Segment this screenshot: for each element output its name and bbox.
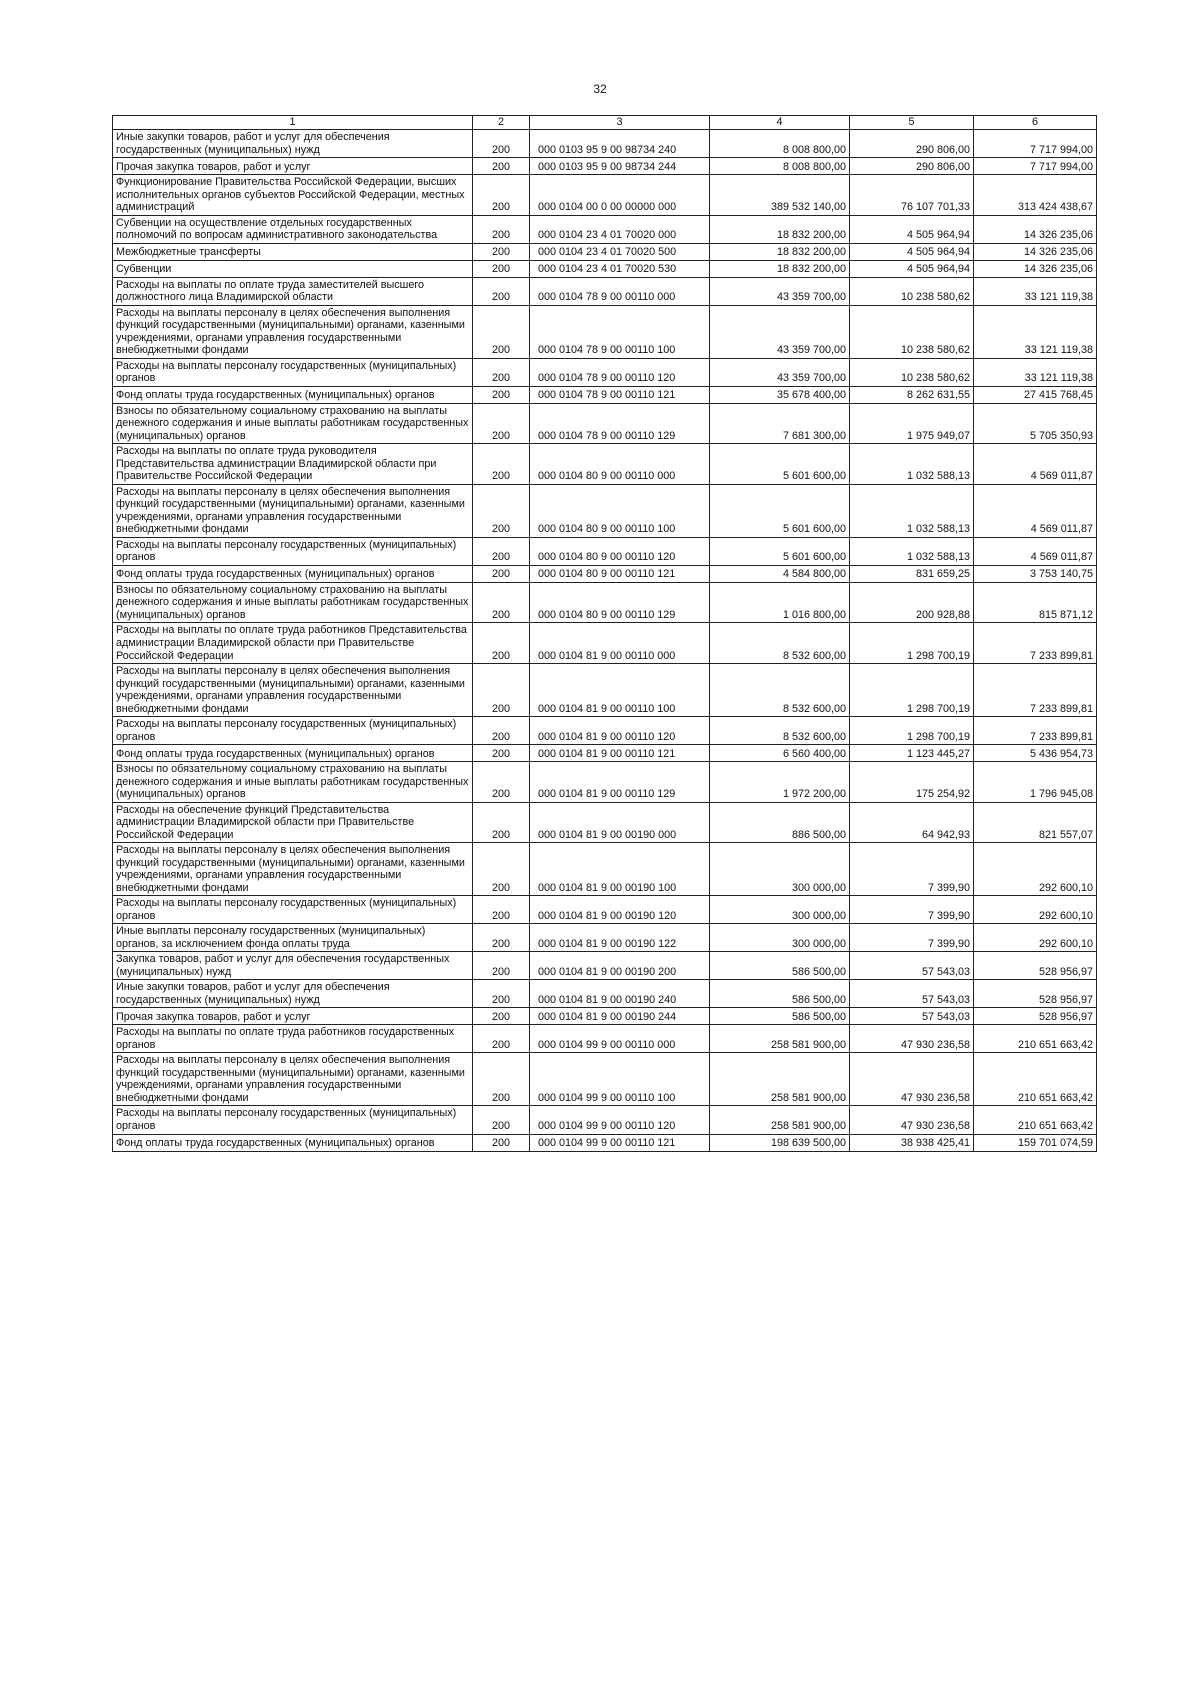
table-row [113,243,1097,260]
row-approved-amount-cell: 18 832 200,00 [710,260,850,277]
row-classification-code-cell: 000 0104 81 9 00 00190 120 [530,896,710,924]
row-approved-amount-cell: 8 532 600,00 [710,623,850,664]
row-unexecuted-amount-cell: 313 424 438,67 [974,175,1097,216]
table-row [113,537,1097,565]
row-code-cell: 200 [473,802,530,843]
row-executed-amount-cell: 47 930 236,58 [850,1025,974,1053]
row-approved-amount-cell: 886 500,00 [710,802,850,843]
row-executed-amount-cell: 4 505 964,94 [850,243,974,260]
row-code-cell: 200 [473,664,530,717]
row-executed-amount-cell: 175 254,92 [850,762,974,803]
row-name-cell: Межбюджетные трансферты [113,243,473,260]
row-name-cell: Расходы на выплаты персоналу государственных (муниципальных) органов [113,896,473,924]
row-code-cell: 200 [473,924,530,952]
table-row [113,1134,1097,1151]
table-row [113,924,1097,952]
row-classification-code-cell: 000 0104 78 9 00 00110 000 [530,277,710,305]
row-classification-code-cell: 000 0104 81 9 00 00190 240 [530,980,710,1008]
row-unexecuted-amount-cell: 7 233 899,81 [974,623,1097,664]
row-approved-amount-cell: 8 008 800,00 [710,158,850,175]
table-row [113,277,1097,305]
row-code-cell: 200 [473,260,530,277]
row-approved-amount-cell: 1 972 200,00 [710,762,850,803]
row-code-cell: 200 [473,1025,530,1053]
row-unexecuted-amount-cell: 7 233 899,81 [974,664,1097,717]
row-unexecuted-amount-cell: 14 326 235,06 [974,260,1097,277]
table-row [113,1106,1097,1134]
row-code-cell: 200 [473,843,530,896]
row-code-cell: 200 [473,582,530,623]
table-row [113,403,1097,444]
row-code-cell: 200 [473,565,530,582]
table-row [113,952,1097,980]
row-name-cell: Расходы на выплаты по оплате труда руководителя Представительства администрации Владимирской области при Правительстве Российской Федерации [113,444,473,485]
row-classification-code-cell: 000 0104 99 9 00 00110 120 [530,1106,710,1134]
row-approved-amount-cell: 18 832 200,00 [710,243,850,260]
row-approved-amount-cell: 43 359 700,00 [710,277,850,305]
row-executed-amount-cell: 1 298 700,19 [850,623,974,664]
row-classification-code-cell: 000 0104 80 9 00 00110 100 [530,484,710,537]
row-classification-code-cell: 000 0104 78 9 00 00110 100 [530,305,710,358]
row-name-cell: Расходы на выплаты персоналу государственных (муниципальных) органов [113,358,473,386]
row-approved-amount-cell: 258 581 900,00 [710,1053,850,1106]
row-executed-amount-cell: 1 975 949,07 [850,403,974,444]
row-classification-code-cell: 000 0104 81 9 00 00110 100 [530,664,710,717]
row-approved-amount-cell: 43 359 700,00 [710,305,850,358]
row-name-cell: Расходы на выплаты персоналу в целях обеспечения выполнения функций государственными (муниципальными) органами, казенными учреждениями, органами управления государственными внебюджетными фондами [113,664,473,717]
row-executed-amount-cell: 1 032 588,13 [850,444,974,485]
row-code-cell: 200 [473,1053,530,1106]
row-unexecuted-amount-cell: 7 717 994,00 [974,130,1097,158]
row-name-cell: Расходы на выплаты по оплате труда заместителей высшего должностного лица Владимирской области [113,277,473,305]
table-row [113,980,1097,1008]
row-executed-amount-cell: 10 238 580,62 [850,305,974,358]
table-row [113,664,1097,717]
row-executed-amount-cell: 38 938 425,41 [850,1134,974,1151]
row-name-cell: Фонд оплаты труда государственных (муниципальных) органов [113,386,473,403]
row-code-cell: 200 [473,952,530,980]
row-classification-code-cell: 000 0104 81 9 00 00190 200 [530,952,710,980]
row-executed-amount-cell: 47 930 236,58 [850,1053,974,1106]
row-executed-amount-cell: 1 298 700,19 [850,717,974,745]
row-name-cell: Расходы на обеспечение функций Представительства администрации Владимирской области при Правительстве Российской Федерации [113,802,473,843]
table-row [113,260,1097,277]
row-classification-code-cell: 000 0103 95 9 00 98734 240 [530,130,710,158]
row-code-cell: 200 [473,403,530,444]
row-classification-code-cell: 000 0104 00 0 00 00000 000 [530,175,710,216]
row-name-cell: Фонд оплаты труда государственных (муниципальных) органов [113,1134,473,1151]
row-code-cell: 200 [473,305,530,358]
row-name-cell: Расходы на выплаты персоналу в целях обеспечения выполнения функций государственными (муниципальными) органами, казенными учреждениями, органами управления государственными внебюджетными фондами [113,484,473,537]
row-approved-amount-cell: 5 601 600,00 [710,444,850,485]
table-row [113,762,1097,803]
row-approved-amount-cell: 586 500,00 [710,1008,850,1025]
row-classification-code-cell: 000 0104 81 9 00 00190 122 [530,924,710,952]
row-approved-amount-cell: 4 584 800,00 [710,565,850,582]
row-code-cell: 200 [473,745,530,762]
row-unexecuted-amount-cell: 4 569 011,87 [974,444,1097,485]
row-code-cell: 200 [473,158,530,175]
table-row [113,1025,1097,1053]
row-classification-code-cell: 000 0104 80 9 00 00110 121 [530,565,710,582]
row-name-cell: Расходы на выплаты персоналу в целях обеспечения выполнения функций государственными (муниципальными) органами, казенными учреждениями, органами управления государственными внебюджетными фондами [113,1053,473,1106]
row-approved-amount-cell: 586 500,00 [710,980,850,1008]
row-classification-code-cell: 000 0104 99 9 00 00110 121 [530,1134,710,1151]
row-unexecuted-amount-cell: 159 701 074,59 [974,1134,1097,1151]
column-header-3: 3 [530,116,710,130]
row-unexecuted-amount-cell: 33 121 119,38 [974,277,1097,305]
column-header-1: 1 [113,116,473,130]
row-unexecuted-amount-cell: 33 121 119,38 [974,358,1097,386]
row-name-cell: Иные закупки товаров, работ и услуг для обеспечения государственных (муниципальных) нужд [113,980,473,1008]
row-executed-amount-cell: 76 107 701,33 [850,175,974,216]
row-executed-amount-cell: 831 659,25 [850,565,974,582]
row-code-cell: 200 [473,484,530,537]
row-approved-amount-cell: 18 832 200,00 [710,215,850,243]
row-unexecuted-amount-cell: 292 600,10 [974,924,1097,952]
row-code-cell: 200 [473,717,530,745]
row-executed-amount-cell: 10 238 580,62 [850,358,974,386]
row-executed-amount-cell: 1 298 700,19 [850,664,974,717]
row-unexecuted-amount-cell: 27 415 768,45 [974,386,1097,403]
row-code-cell: 200 [473,1106,530,1134]
table-row [113,444,1097,485]
row-name-cell: Взносы по обязательному социальному страхованию на выплаты денежного содержания и иные выплаты работникам государственных (муниципальных) органов [113,403,473,444]
table-row [113,717,1097,745]
row-approved-amount-cell: 389 532 140,00 [710,175,850,216]
row-unexecuted-amount-cell: 5 705 350,93 [974,403,1097,444]
row-classification-code-cell: 000 0104 80 9 00 00110 000 [530,444,710,485]
row-unexecuted-amount-cell: 815 871,12 [974,582,1097,623]
row-classification-code-cell: 000 0104 78 9 00 00110 120 [530,358,710,386]
row-classification-code-cell: 000 0104 81 9 00 00110 000 [530,623,710,664]
row-unexecuted-amount-cell: 210 651 663,42 [974,1053,1097,1106]
row-executed-amount-cell: 1 123 445,27 [850,745,974,762]
row-approved-amount-cell: 8 532 600,00 [710,664,850,717]
row-unexecuted-amount-cell: 14 326 235,06 [974,243,1097,260]
row-unexecuted-amount-cell: 1 796 945,08 [974,762,1097,803]
row-unexecuted-amount-cell: 292 600,10 [974,843,1097,896]
row-name-cell: Субвенции на осуществление отдельных государственных полномочий по вопросам административного законодательства [113,215,473,243]
row-executed-amount-cell: 64 942,93 [850,802,974,843]
row-classification-code-cell: 000 0104 81 9 00 00190 100 [530,843,710,896]
row-code-cell: 200 [473,175,530,216]
row-name-cell: Расходы на выплаты персоналу государственных (муниципальных) органов [113,717,473,745]
row-code-cell: 200 [473,130,530,158]
table-row [113,305,1097,358]
row-name-cell: Расходы на выплаты по оплате труда работников Представительства администрации Владимирской области при Правительстве Российской Федерации [113,623,473,664]
row-classification-code-cell: 000 0104 78 9 00 00110 129 [530,403,710,444]
table-row [113,386,1097,403]
row-unexecuted-amount-cell: 528 956,97 [974,952,1097,980]
table-row [113,1008,1097,1025]
row-approved-amount-cell: 586 500,00 [710,952,850,980]
row-unexecuted-amount-cell: 14 326 235,06 [974,215,1097,243]
row-code-cell: 200 [473,537,530,565]
table-row [113,175,1097,216]
row-name-cell: Функционирование Правительства Российской Федерации, высших исполнительных органов субъектов Российской Федерации, местных администраций [113,175,473,216]
row-classification-code-cell: 000 0104 99 9 00 00110 000 [530,1025,710,1053]
row-name-cell: Иные выплаты персоналу государственных (муниципальных) органов, за исключением фонда оплаты труда [113,924,473,952]
row-name-cell: Прочая закупка товаров, работ и услуг [113,1008,473,1025]
row-classification-code-cell: 000 0104 81 9 00 00110 120 [530,717,710,745]
row-name-cell: Взносы по обязательному социальному страхованию на выплаты денежного содержания и иные выплаты работникам государственных (муниципальных) органов [113,582,473,623]
row-code-cell: 200 [473,358,530,386]
row-executed-amount-cell: 290 806,00 [850,130,974,158]
row-approved-amount-cell: 8 008 800,00 [710,130,850,158]
row-code-cell: 200 [473,1008,530,1025]
row-approved-amount-cell: 43 359 700,00 [710,358,850,386]
table-row [113,1053,1097,1106]
column-header-4: 4 [710,116,850,130]
table-row [113,843,1097,896]
row-code-cell: 200 [473,980,530,1008]
row-unexecuted-amount-cell: 3 753 140,75 [974,565,1097,582]
row-name-cell: Расходы на выплаты по оплате труда работников государственных органов [113,1025,473,1053]
row-executed-amount-cell: 1 032 588,13 [850,537,974,565]
row-name-cell: Фонд оплаты труда государственных (муниципальных) органов [113,565,473,582]
row-unexecuted-amount-cell: 210 651 663,42 [974,1106,1097,1134]
row-executed-amount-cell: 7 399,90 [850,924,974,952]
column-header-2: 2 [473,116,530,130]
row-classification-code-cell: 000 0104 23 4 01 70020 530 [530,260,710,277]
row-name-cell: Закупка товаров, работ и услуг для обеспечения государственных (муниципальных) нужд [113,952,473,980]
row-classification-code-cell: 000 0103 95 9 00 98734 244 [530,158,710,175]
row-executed-amount-cell: 10 238 580,62 [850,277,974,305]
table-row [113,484,1097,537]
row-code-cell: 200 [473,1134,530,1151]
budget-execution-table [112,115,1097,1152]
row-unexecuted-amount-cell: 7 717 994,00 [974,158,1097,175]
row-code-cell: 200 [473,444,530,485]
row-approved-amount-cell: 35 678 400,00 [710,386,850,403]
row-approved-amount-cell: 5 601 600,00 [710,537,850,565]
row-approved-amount-cell: 300 000,00 [710,896,850,924]
row-name-cell: Расходы на выплаты персоналу государственных (муниципальных) органов [113,537,473,565]
row-executed-amount-cell: 4 505 964,94 [850,260,974,277]
table-header-row [113,116,1097,130]
row-name-cell: Расходы на выплаты персоналу в целях обеспечения выполнения функций государственными (муниципальными) органами, казенными учреждениями, органами управления государственными внебюджетными фондами [113,305,473,358]
row-name-cell: Фонд оплаты труда государственных (муниципальных) органов [113,745,473,762]
row-code-cell: 200 [473,215,530,243]
row-executed-amount-cell: 290 806,00 [850,158,974,175]
table-row [113,745,1097,762]
row-code-cell: 200 [473,277,530,305]
table-row [113,130,1097,158]
table-body [113,130,1097,1152]
row-classification-code-cell: 000 0104 81 9 00 00190 000 [530,802,710,843]
row-classification-code-cell: 000 0104 80 9 00 00110 129 [530,582,710,623]
table-row [113,215,1097,243]
column-header-6: 6 [974,116,1097,130]
row-approved-amount-cell: 7 681 300,00 [710,403,850,444]
row-executed-amount-cell: 1 032 588,13 [850,484,974,537]
row-executed-amount-cell: 47 930 236,58 [850,1106,974,1134]
row-name-cell: Взносы по обязательному социальному страхованию на выплаты денежного содержания и иные выплаты работникам государственных (муниципальных) органов [113,762,473,803]
row-unexecuted-amount-cell: 7 233 899,81 [974,717,1097,745]
row-classification-code-cell: 000 0104 81 9 00 00110 129 [530,762,710,803]
table-row [113,582,1097,623]
row-approved-amount-cell: 1 016 800,00 [710,582,850,623]
row-name-cell: Иные закупки товаров, работ и услуг для обеспечения государственных (муниципальных) нужд [113,130,473,158]
row-executed-amount-cell: 4 505 964,94 [850,215,974,243]
table-row [113,802,1097,843]
row-name-cell: Расходы на выплаты персоналу в целях обеспечения выполнения функций государственными (муниципальными) органами, казенными учреждениями, органами управления государственными внебюджетными фондами [113,843,473,896]
row-unexecuted-amount-cell: 292 600,10 [974,896,1097,924]
row-executed-amount-cell: 7 399,90 [850,896,974,924]
row-classification-code-cell: 000 0104 23 4 01 70020 000 [530,215,710,243]
row-code-cell: 200 [473,623,530,664]
table-row [113,565,1097,582]
row-executed-amount-cell: 57 543,03 [850,952,974,980]
row-unexecuted-amount-cell: 4 569 011,87 [974,537,1097,565]
row-code-cell: 200 [473,896,530,924]
row-approved-amount-cell: 300 000,00 [710,843,850,896]
row-code-cell: 200 [473,386,530,403]
row-unexecuted-amount-cell: 4 569 011,87 [974,484,1097,537]
table-row [113,896,1097,924]
row-classification-code-cell: 000 0104 23 4 01 70020 500 [530,243,710,260]
row-classification-code-cell: 000 0104 78 9 00 00110 121 [530,386,710,403]
row-name-cell: Субвенции [113,260,473,277]
row-unexecuted-amount-cell: 210 651 663,42 [974,1025,1097,1053]
row-unexecuted-amount-cell: 5 436 954,73 [974,745,1097,762]
row-code-cell: 200 [473,243,530,260]
row-executed-amount-cell: 200 928,88 [850,582,974,623]
row-executed-amount-cell: 7 399,90 [850,843,974,896]
row-code-cell: 200 [473,762,530,803]
page-number: 32 [593,82,607,96]
row-approved-amount-cell: 8 532 600,00 [710,717,850,745]
row-executed-amount-cell: 57 543,03 [850,1008,974,1025]
row-approved-amount-cell: 258 581 900,00 [710,1025,850,1053]
row-classification-code-cell: 000 0104 81 9 00 00110 121 [530,745,710,762]
column-header-5: 5 [850,116,974,130]
row-approved-amount-cell: 258 581 900,00 [710,1106,850,1134]
row-classification-code-cell: 000 0104 81 9 00 00190 244 [530,1008,710,1025]
row-executed-amount-cell: 8 262 631,55 [850,386,974,403]
row-name-cell: Прочая закупка товаров, работ и услуг [113,158,473,175]
row-approved-amount-cell: 198 639 500,00 [710,1134,850,1151]
row-executed-amount-cell: 57 543,03 [850,980,974,1008]
row-name-cell: Расходы на выплаты персоналу государственных (муниципальных) органов [113,1106,473,1134]
row-unexecuted-amount-cell: 33 121 119,38 [974,305,1097,358]
row-unexecuted-amount-cell: 528 956,97 [974,980,1097,1008]
table-row [113,623,1097,664]
row-approved-amount-cell: 300 000,00 [710,924,850,952]
row-classification-code-cell: 000 0104 80 9 00 00110 120 [530,537,710,565]
row-classification-code-cell: 000 0104 99 9 00 00110 100 [530,1053,710,1106]
table-row [113,158,1097,175]
row-unexecuted-amount-cell: 528 956,97 [974,1008,1097,1025]
row-unexecuted-amount-cell: 821 557,07 [974,802,1097,843]
row-approved-amount-cell: 5 601 600,00 [710,484,850,537]
table-row [113,358,1097,386]
row-approved-amount-cell: 6 560 400,00 [710,745,850,762]
